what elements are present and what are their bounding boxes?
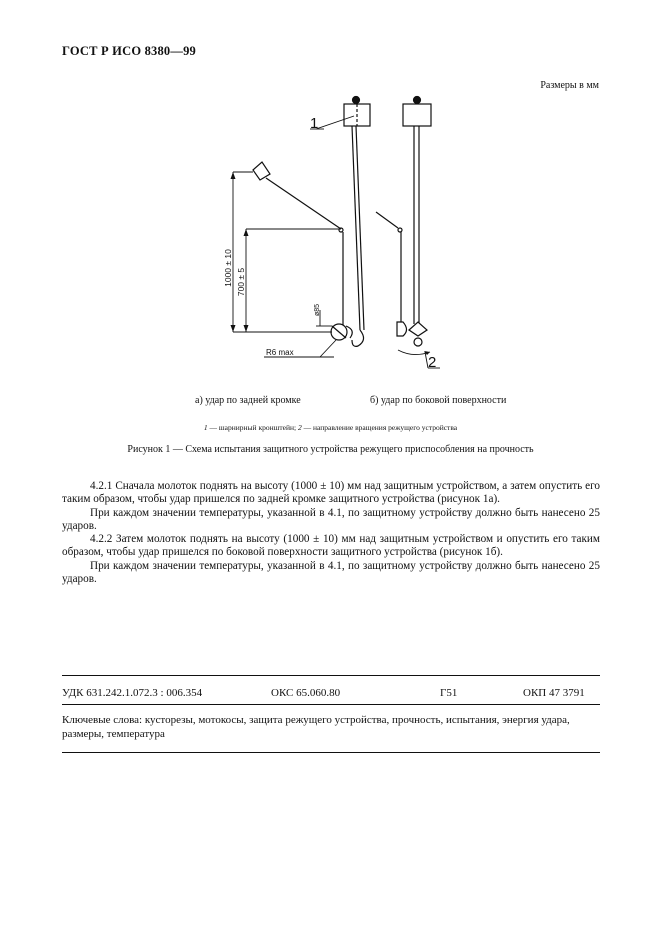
pendulum-mount-b [403,97,431,127]
hammer-head-a [352,330,364,346]
paragraph-4-2-1: 4.2.1 Сначала молоток поднять на высоту (1000 ± 10) мм над защитным устройством, а затем опустить его таким образом, чтобы удар пришелся по задней кромке защитного устройства (рисунок 1а). [62,480,600,506]
body-text [62,480,600,586]
dimension-radius: R6 max [266,348,294,357]
paragraph-4-2-2-note: При каждом значении температуры, указанной в 4.1, по защитному устройству должно быть нанесено 25 ударов. [62,559,600,586]
footer-top-rule [62,675,600,676]
pendulum-rod-a [352,126,360,330]
keywords: Ключевые слова: кусторезы, мотокосы, защита режущего устройства, прочность, испытания, энергия удара, размеры, температура [62,714,570,740]
dimension-1000: 1000 ± 10 [223,249,233,287]
dimension-700: 700 ± 5 [236,267,246,297]
group-code: Г51 [440,687,458,699]
okp-code: ОКП 47 3791 [523,687,585,699]
dimension-diameter: ø85 [314,303,321,317]
caption-b: б) удар по боковой поверхности [370,395,507,406]
footer-mid-rule [62,704,600,705]
pendulum-mount-a [344,97,370,127]
test-scheme-figure [0,0,661,400]
figure-title: Рисунок 1 — Схема испытания защитного устройства режущего приспособления на прочность [127,444,534,455]
oks-code: ОКС 65.060.80 [271,687,341,699]
footer-bottom-rule [62,752,600,753]
callout-2: 2 [428,354,437,371]
guard-a [331,324,352,340]
raised-hammer-b [376,212,402,322]
legend-1-text: — шарнирный кронштейн; [207,423,298,432]
legend-2-number: 2 [297,423,302,432]
paragraph-4-2-1-note: При каждом значении температуры, указанной в 4.1, по защитному устройству должно быть нанесено 25 ударов. [62,506,600,532]
document-header: ГОСТ Р ИСО 8380—99 [62,44,196,58]
raised-hammer-a [253,162,343,326]
legend-1-number: 1 [203,423,208,432]
legend-2-text: — направление вращения режущего устройства [301,423,458,432]
figure-legend [0,423,661,432]
caption-a: а) удар по задней кромке [195,395,301,406]
guard-b [397,322,427,346]
paragraph-4-2-2: 4.2.2 Затем молоток поднять на высоту (1000 ± 10) мм над защитным устройством и опустить его таким образом, чтобы удар пришелся по боковой поверхности защитного устройства (рисунок 1б). [62,533,600,559]
callout-1: 1 [310,115,319,132]
units-note: Размеры в мм [540,80,599,91]
udk-code: УДК 631.242.1.072.3 : 006.354 [62,687,203,699]
